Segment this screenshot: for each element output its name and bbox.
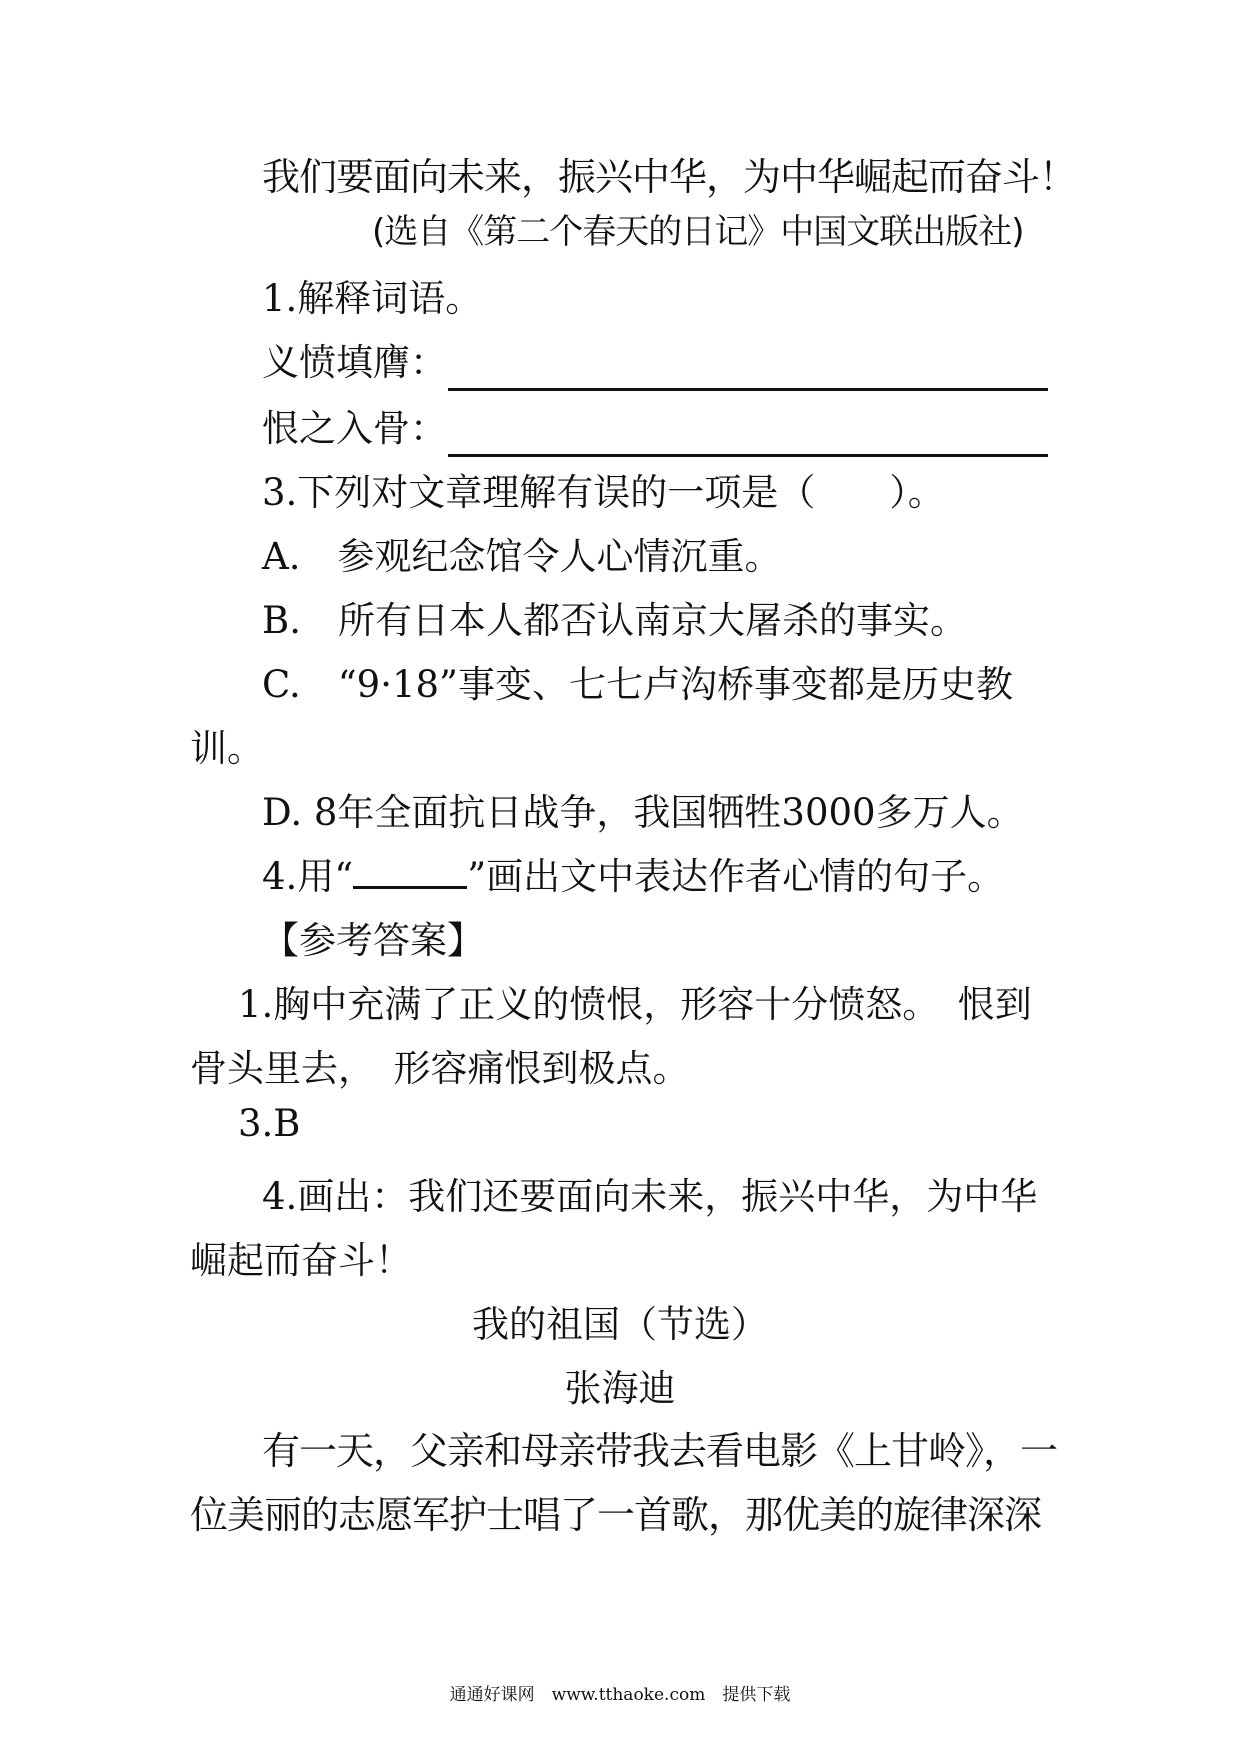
answer-1-line-1: 1.胸中充满了正义的愤恨，形容十分愤怒。 恨到	[238, 983, 1032, 1026]
page-footer: 通通好课网 www.tthaoke.com 提供下载	[449, 1685, 791, 1705]
question-3-option-c-line-1: C. “9·18”事变、七七卢沟桥事变都是历史教	[262, 663, 1013, 706]
question-1-term-2: 恨之入骨：	[262, 407, 447, 450]
question-4-suffix: ”画出文中表达作者心情的句子。	[467, 855, 1005, 898]
question-1-title: 1.解释词语。	[262, 277, 483, 320]
question-4	[262, 846, 1004, 900]
answer-blank-2[interactable]	[448, 454, 1048, 457]
question-4-prefix: 4.用“	[262, 855, 354, 898]
answer-heading: 【参考答案】	[262, 919, 484, 962]
answer-blank-1[interactable]	[448, 388, 1048, 391]
next-passage-line-2: 位美丽的志愿军护士唱了一首歌，那优美的旋律深深	[190, 1493, 1042, 1537]
question-3-option-c-line-2: 训。	[190, 727, 264, 770]
answer-3: 3.B	[238, 1102, 301, 1145]
question-3-option-d: D. 8年全面抗日战争，我国牺牲3000多万人。	[262, 791, 1024, 834]
next-passage-title: 我的祖国（节选）	[472, 1303, 768, 1346]
answer-1-line-2: 骨头里去， 形容痛恨到极点。	[190, 1047, 690, 1090]
next-passage-author: 张海迪	[564, 1367, 676, 1410]
next-passage-line-1: 有一天，父亲和母亲带我去看电影《上甘岭》，一	[262, 1429, 1058, 1473]
passage-closing-line: 我们要面向未来，振兴中华，为中华崛起而奋斗！	[262, 155, 1077, 199]
question-3-option-b: B. 所有日本人都否认南京大屠杀的事实。	[262, 599, 967, 642]
passage-source: (选自《第二个春天的日记》中国文联出版社)	[372, 212, 1024, 252]
question-3-title: 3.下列对文章理解有误的一项是（ ）。	[262, 471, 945, 514]
answer-4-line-2: 崛起而奋斗！	[190, 1239, 412, 1282]
answer-4-line-1: 4.画出：我们还要面向未来，振兴中华，为中华	[262, 1175, 1038, 1218]
question-1-term-1: 义愤填膺：	[262, 341, 447, 384]
question-4-underline-sample	[353, 856, 467, 889]
question-3-option-a: A. 参观纪念馆令人心情沉重。	[262, 535, 782, 578]
